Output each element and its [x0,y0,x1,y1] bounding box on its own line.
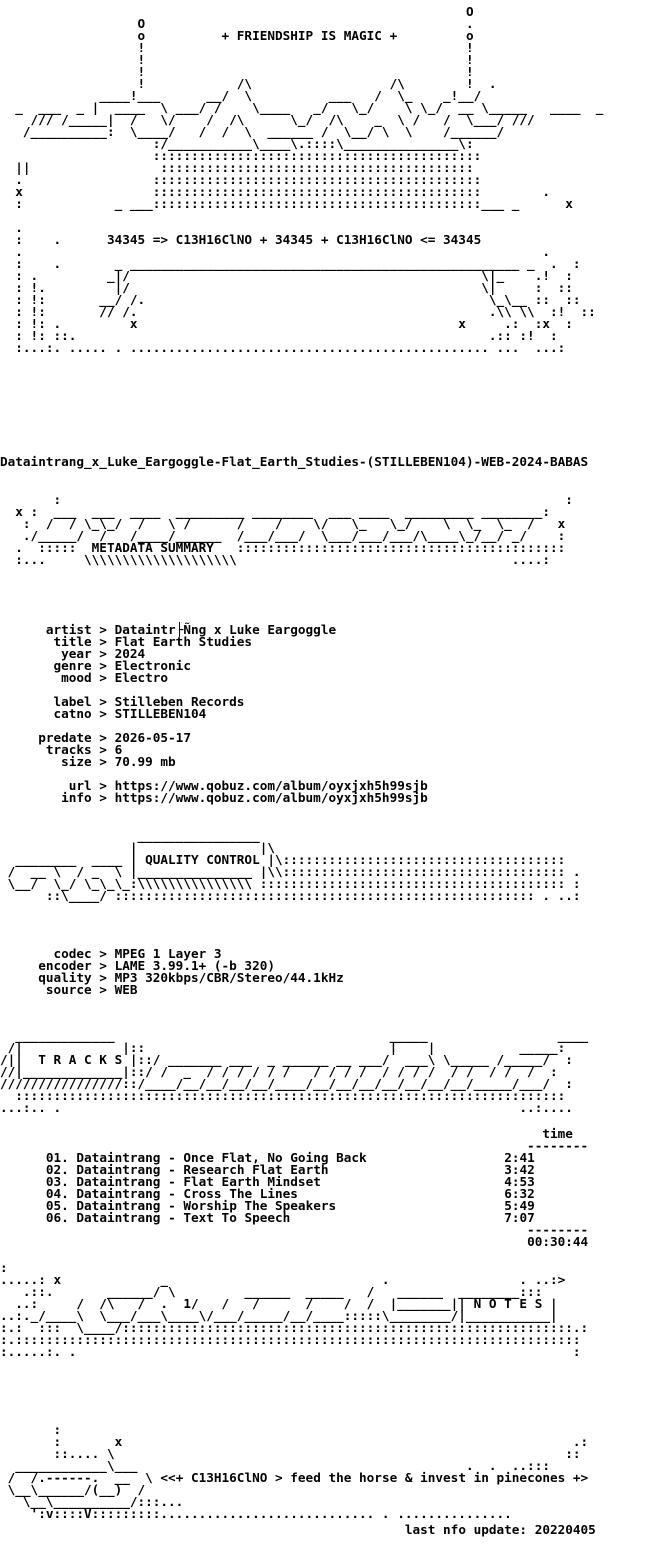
track-number: 01. [45,1150,69,1165]
track-title: Worship The Speakers [183,1198,337,1213]
quality-source-value: WEB [114,982,138,997]
track-time: 2:41 [504,1150,535,1165]
metadata-summary [0,624,428,804]
tracks-total-time: 00:30:44 [527,1234,589,1249]
metadata-row-title: title > Flat Earth Studies [0,634,253,649]
quality-banner [0,830,581,902]
metadata-predate-value: 2026-05-17 [114,730,191,745]
track-time: 6:32 [504,1186,535,1201]
header-art [0,6,603,354]
release-name-line [0,456,588,468]
footer-update-line [0,1524,596,1536]
quality-row-quality: quality > MP3 320kbps/CBR/Stereo/44.1kHz [0,970,344,985]
track-number: 05. [45,1198,69,1213]
track-artist: Dataintrang [76,1186,161,1201]
table-row: 04. Dataintrang - Cross The Lines 6:32 [45,1186,535,1201]
track-artist: Dataintrang [76,1198,161,1213]
metadata-row-info: info > https://www.qobuz.com/album/oyxjxh5h99sjb [0,790,428,805]
track-time: 4:53 [504,1174,535,1189]
metadata-label-value: Stilleben Records [114,694,245,709]
track-number: 03. [45,1174,69,1189]
quality-encoder-value: LAME 3.99.1+ (-b 320) [114,958,275,973]
update-value: 20220405 [534,1522,596,1537]
footer-art-top: : : x .: ::.... \ :: ____________\___ . . ..::: / /.------. __ \ [7,1422,589,1485]
metadata-year-value: 2024 [114,646,146,661]
track-number: 04. [45,1186,69,1201]
track-artist: Dataintrang [76,1174,161,1189]
table-row: 02. Dataintrang - Research Flat Earth 3:42 [45,1162,535,1177]
metadata-title-value: Flat Earth Studies [114,634,253,649]
track-time: 5:49 [504,1198,535,1213]
metadata-catno-value: STILLEBEN104 [114,706,207,721]
tracks-banner-art: _____________ _____ ____ /| |:: | | _____: /|| T R A C K S |::/ _______ ___ _ ______ __ ___/ ___\ \_____ /_____/ : //|_____________|::/ / _ / / / / / / / / / / / / / / / / / / / : ////////////////::/____/__/__/__/__/____/__/__/__/__/__/__/__/_____/___/ : :::::::::::::::::::::::::::::::::::::::::::::::::::::::::::::::::::::::: ...:.. . ..:.... [0,1028,589,1115]
track-title: Text To Speech [183,1210,291,1225]
track-artist: Dataintrang [76,1150,161,1165]
track-time: 7:07 [504,1210,535,1225]
footer-art-bottom: \__\______/(__) / \__\__________/:::... ':v::::V:::::::::............................ . ............... [7,1482,512,1521]
metadata-size-value: 70.99 mb [114,754,176,769]
metadata-mood-value: Electro [114,670,169,685]
footer-tagline: <<+ C13H16ClNO > feed the horse & invest in pinecones +> [160,1470,589,1485]
tracks-header-rule: -------- [0,1138,589,1153]
tracks-banner [0,1030,588,1114]
table-row: 01. Dataintrang - Once Flat, No Going Back 2:41 [45,1150,535,1165]
track-title: Once Flat, No Going Back [183,1150,367,1165]
metadata-row-tracks: tracks > 6 [0,742,123,757]
quality-quality-value: MP3 320kbps/CBR/Stereo/44.1kHz [114,970,344,985]
metadata-banner [0,494,573,566]
metadata-row-size: size > 70.99 mb [0,754,176,769]
metadata-genre-value: Electronic [114,658,191,673]
metadata-row-predate: predate > 2026-05-17 [0,730,191,745]
metadata-row-mood: mood > Electro [0,670,169,685]
track-number: 02. [45,1162,69,1177]
tracks-total-line [0,1234,588,1249]
table-row: 03. Dataintrang - Flat Earth Mindset 4:53 [45,1174,535,1189]
track-artist: Dataintrang [76,1210,161,1225]
release-name: Dataintrang_x_Luke_Eargoggle-Flat_Earth_Studies-(STILLEBEN104)-WEB-2024-BABAS [0,454,589,469]
quality-summary [0,948,344,996]
metadata-banner-art: : : x : ___ ___ ____ _________ ________ ___ ____ _________ ________: : / / \_\_/ / \ / / / \/ \_ \_/ \ \_ \_ / x ./_____/ / /____/______ /___/___/ \___/___/___/\____\_/__/ _/ : . ::::: METADATA SUMMARY ::::::::::::::::::::::::::::::::::::::::::: :... \\\\\\\\\\\\\\\\\\\\ ....: [15,492,573,567]
track-number: 06. [45,1210,69,1225]
track-title: Flat Earth Mindset [183,1174,321,1189]
info-link[interactable]: https://www.qobuz.com/album/oyxjxh5h99sjb [114,790,428,805]
notes-banner [0,1262,588,1358]
tracks-time-header: time [542,1126,573,1141]
metadata-row-artist: artist > Dataintr├Ñng x Luke Eargoggle [0,622,337,637]
track-artist: Dataintrang [76,1162,161,1177]
header-ascii-art: O O . o + FRIENDSHIP IS MAGIC + o ! ! ! ! ! ! ! /\ /\ ! . ____!___ __/ \ ___ / \_ _!__/ _ ___ _ | ____ \ ___/ / \____ _/ \_/ \ \_/ __ \_____ ____ _ /// /_____| / \/ / /\ \_/ /\ _ \ / / \___/ /// /__________: \____/ / / \ ______ / \__/ \ \ /______/ :/___________\____\.::::\_______________\: ::::::::::::::::::::::::::::::::::::::::::: || ::::::::::::::::::::::::::::::::::::::::: . ::::::::::::::::::::::::::::::::::::::::::: x ::::::::::::::::::::::::::::::::::::::::::: . : _ ___:::::::::::::::::::::::::::::::::::::::::::___ _ x . : . 34345 => C13H16ClNO + 34345 + C13H16ClNO <= 34345 . . : . _ ___________________________________________________ _ . : : . _|/ \|_ .! : : !. |/ \| : :: : !: __/ /. \_\__ :: :: : !: // /. .\\ \\ :! :: : !: . x x .: :x : : !: ::. .:: :! : :...:. ..... . ............................................... ... ...: [15,4,604,355]
metadata-row-label: label > Stilleben Records [0,694,245,709]
quality-row-codec: codec > MPEG 1 Layer 3 [0,946,222,961]
track-title: Cross The Lines [183,1186,298,1201]
quality-banner-art: ________________ | |\ ________ ____ | QUALITY CONTROL |\::::::::::::::::::::::::::::::::::::: / __ \ / _ \ |_______________ |\\::::::::::::::::::::::::::::::::::::: . \__/ \_/ \_\_\_:\\\\\\\\\\\\\\\ :::::::::::::::::::::::::::::::::::::::: : ::\____/ ::::::::::::::::::::::::::::::::::::::::::::::::::::::: . ..: [7,828,581,903]
quality-row-encoder: encoder > LAME 3.99.1+ (-b 320) [0,958,275,973]
metadata-row-year: year > 2024 [0,646,146,661]
metadata-row-genre: genre > Electronic [0,658,191,673]
update-label: last nfo update: [404,1522,528,1537]
quality-codec-value: MPEG 1 Layer 3 [114,946,222,961]
metadata-row-url: url > https://www.qobuz.com/album/oyxjxh5h99sjb [0,778,428,793]
table-row: 06. Dataintrang - Text To Speech 7:07 [45,1210,535,1225]
table-row: 05. Dataintrang - Worship The Speakers 5:49 [45,1198,535,1213]
url-link[interactable]: https://www.qobuz.com/album/oyxjxh5h99sjb [114,778,428,793]
tracks-total-rule: -------- [0,1222,589,1237]
track-title: Research Flat Earth [183,1162,329,1177]
footer-art [0,1424,588,1520]
track-time: 3:42 [504,1162,535,1177]
metadata-artist-value: Dataintr├Ñng x Luke Eargoggle [114,622,337,637]
metadata-row-catno: catno > STILLEBEN104 [0,706,207,721]
notes-banner-art: : .....: x _ . . ..:> .::. ______/ \ ______ _____ / ______ ________::: ..: / /\ / . 1/ / / / / / |_______|| N O T E S | ..:._/____\ \___/___\____\/___/_____/__/____:::::\________/|___________| :.: ::: \____/:::::::::::::::::::::::::::::::::::::::::::::::::::::::::::.: :.:::::::::::::::::::::::::::::::::::::::::::::::::::::::::::::::::::::::::: :.....:. . : [0,1260,589,1359]
quality-row-source: source > WEB [0,982,138,997]
tracklist [0,1128,588,1248]
metadata-tracks-value: 6 [114,742,123,757]
